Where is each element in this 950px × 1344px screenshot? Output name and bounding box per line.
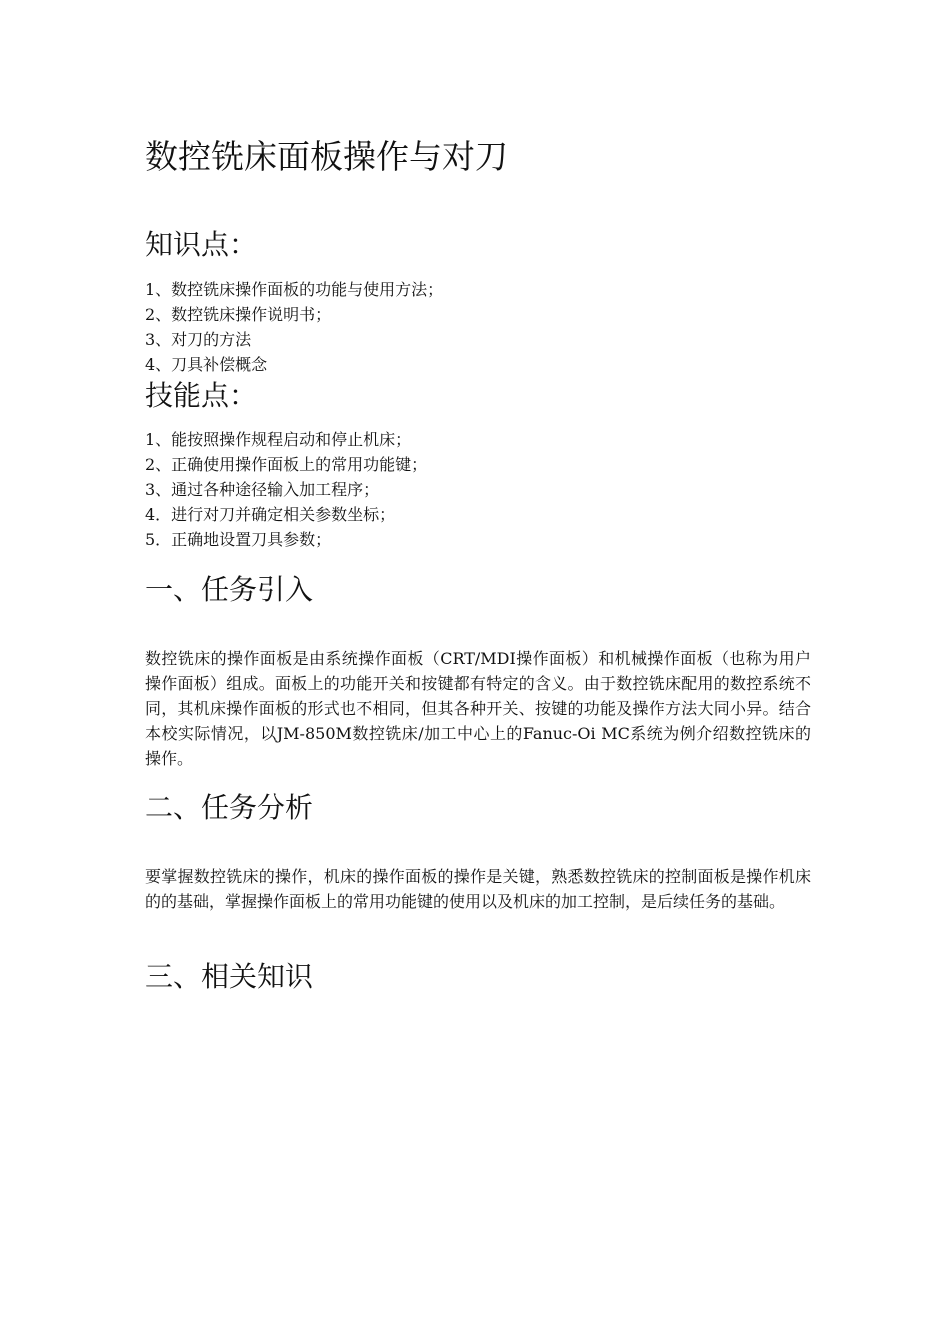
section-2-heading: 二、任务分析 [145, 791, 314, 824]
skills-heading: 技能点： [145, 379, 258, 412]
skills-list [145, 427, 427, 552]
page-title: 数控铣床面板操作与对刀 [145, 137, 508, 176]
list-item: 2、数控铣床操作说明书； [145, 305, 332, 324]
section-1-heading: 一、任务引入 [145, 573, 314, 606]
knowledge-list [145, 277, 443, 377]
section-2-paragraph: 要掌握数控铣床的操作，机床的操作面板的操作是关键，熟悉数控铣床的控制面板是操作机床的的基础，掌握操作面板上的常用功能键的使用以及机床的加工控制，是后续任务的基础。 [145, 867, 811, 911]
list-item: 2、正确使用操作面板上的常用功能键； [145, 455, 428, 474]
list-item: 4、刀具补偿概念 [145, 355, 268, 374]
list-item: 1、数控铣床操作面板的功能与使用方法； [145, 280, 444, 299]
section-3-heading: 三、相关知识 [145, 960, 314, 993]
list-item: 1、能按照操作规程启动和停止机床； [145, 430, 412, 449]
list-item: 3、对刀的方法 [145, 330, 252, 349]
list-item: 5．正确地设置刀具参数； [145, 530, 332, 549]
list-item: 3、通过各种途径输入加工程序； [145, 480, 380, 499]
knowledge-heading: 知识点： [145, 228, 258, 261]
section-1-paragraph: 数控铣床的操作面板是由系统操作面板（CRT/MDI操作面板）和机械操作面板（也称为用户操作面板）组成。面板上的功能开关和按键都有特定的含义。由于数控铣床配用的数控系统不同，其机床操作面板的形式也不相同，但其各种开关、按键的功能及操作方法大同小异。结合本校实际情况，以JM-850M数控铣床/加工中心上的Fanuc-Oi MC系统为例介绍数控铣床的操作。 [145, 649, 811, 768]
list-item: 4．进行对刀并确定相关参数坐标； [145, 505, 396, 524]
